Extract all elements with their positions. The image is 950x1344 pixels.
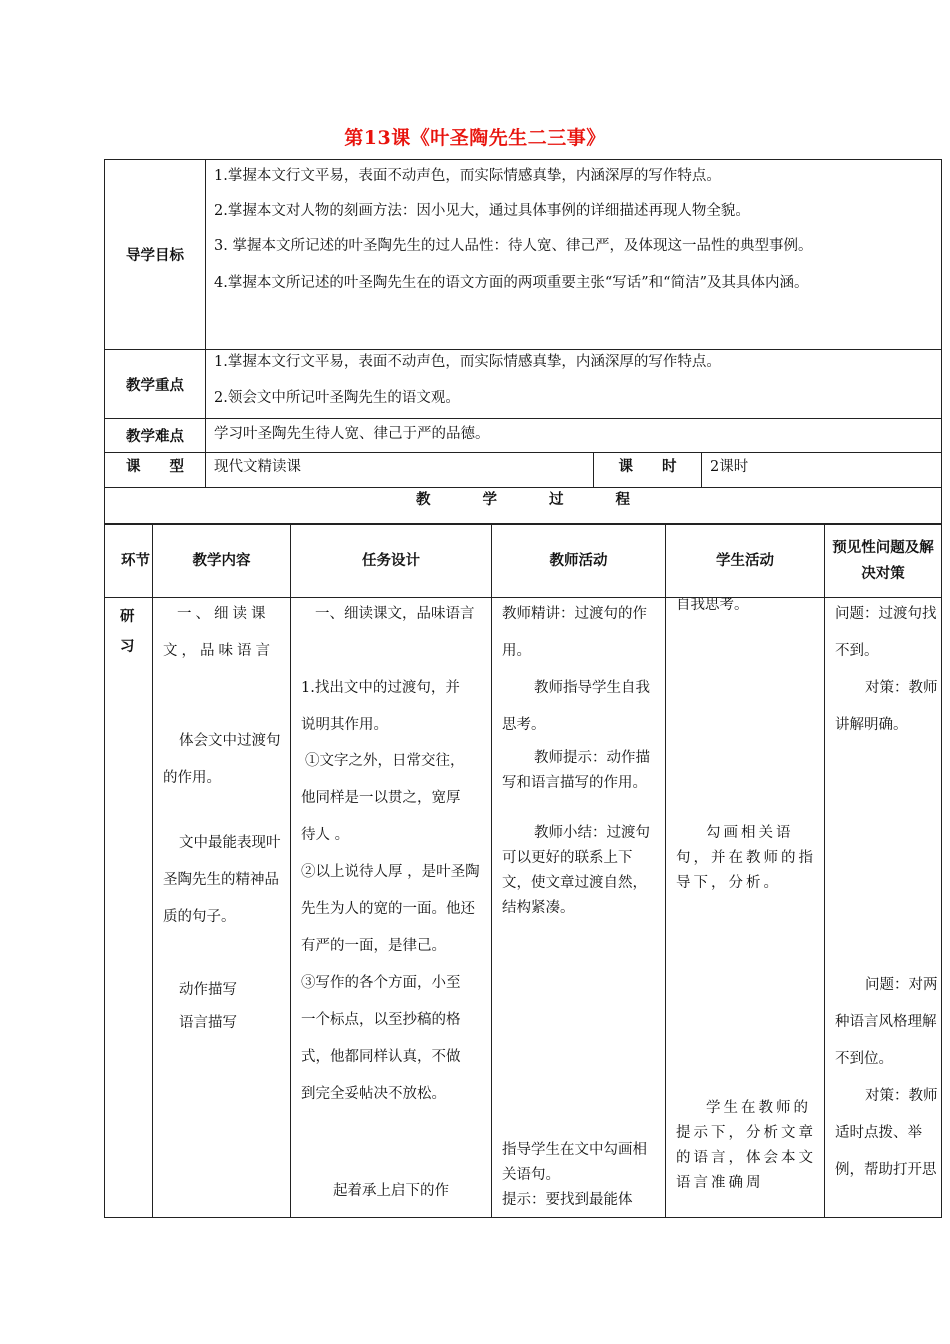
process-header: 教 学 过 程 — [105, 488, 942, 524]
objectives-content — [206, 160, 942, 350]
content-cell: 一、细读课文，品味语言 体会文中过渡句的作用。 文中最能表现叶圣陶先生的精神品质的句子。 动作描写 语言描写 — [153, 598, 291, 1218]
objectives-label: 导学目标 — [105, 160, 206, 350]
hours-label: 课 时 — [594, 453, 702, 488]
col-student: 学生活动 — [666, 525, 825, 598]
objective-item: 3. 掌握本文所记述的叶圣陶先生的过人品性：待人宽、律己严，及体现这一品性的典型事例。 — [214, 238, 813, 254]
objectives-row — [105, 160, 942, 350]
process-row-study — [105, 598, 942, 1218]
student-cell: 自我思考。 勾画相关语句，并在教师的指导下，分析。 学生在教师的提示下，分析文章的语言，体会本文语言准确周 — [666, 598, 825, 1218]
key-point-item: 1.掌握本文行文平易，表面不动声色，而实际情感真挚，内涵深厚的写作特点。 — [214, 354, 721, 370]
col-issues: 预见性问题及解决对策 — [825, 525, 942, 598]
col-content: 教学内容 — [153, 525, 291, 598]
col-stage: 环节 — [105, 525, 153, 598]
stage-cell — [105, 598, 153, 1218]
key-points-row — [105, 350, 942, 419]
page-title: 第13课《叶圣陶先生二三事》 — [344, 127, 606, 149]
task-cell: 一、细读课文，品味语言 1.找出文中的过渡句，并说明其作用。 ①文字之外，日常交往，他同样是一以贯之，宽厚待人 。 ②以上说待人厚 ，是叶圣陶先生为人的宽的一面。他还有严的一面，是律己。 ③写作的各个方面，小至一个标点，以至抄稿的格式，他都同样认真，不做到完全妥帖决不放松。 起着承上启下的作 — [291, 598, 492, 1218]
difficulty-text: 学习叶圣陶先生待人宽、律己于严的品德。 — [206, 419, 942, 453]
difficulty-label: 教学难点 — [105, 419, 206, 453]
lesson-type-label: 课 型 — [105, 453, 206, 488]
type-hours-row — [105, 453, 942, 488]
teacher-cell: 教师精讲：过渡句的作用。 教师指导学生自我思考。 教师提示：动作描写和语言描写的作用。 教师小结：过渡句可以更好的联系上下文，使文章过渡自然，结构紧凑。 指导学生在文中勾画相关语句。 提示：要找到最能体 — [492, 598, 666, 1218]
lesson-info-table — [104, 159, 942, 524]
issues-cell: 问题：过渡句找不到。 对策：教师讲解明确。 问题：对两种语言风格理解不到位。 对策：教师适时点拨、举例，帮助打开思 — [825, 598, 942, 1218]
lesson-type-value: 现代文精读课 — [206, 453, 594, 488]
process-columns-header — [105, 525, 942, 598]
objective-item: 2.掌握本文对人物的刻画方法：因小见大，通过具体事例的详细描述再现人物全貌。 — [214, 203, 750, 219]
stage-label: 研习 — [120, 609, 135, 655]
col-task: 任务设计 — [291, 525, 492, 598]
key-point-item: 2.领会文中所记叶圣陶先生的语文观。 — [214, 390, 460, 406]
hours-value: 2课时 — [702, 453, 942, 488]
key-points-label: 教学重点 — [105, 350, 206, 419]
process-table — [104, 524, 942, 1218]
key-points-content — [206, 350, 942, 419]
objective-item: 4.掌握本文所记述的叶圣陶先生在的语文方面的两项重要主张“写话”和“简洁”及其具体内涵。 — [214, 275, 809, 291]
process-header-row — [105, 488, 942, 524]
objective-item: 1.掌握本文行文平易，表面不动声色，而实际情感真挚，内涵深厚的写作特点。 — [214, 168, 721, 184]
col-teacher: 教师活动 — [492, 525, 666, 598]
difficulty-row — [105, 419, 942, 453]
